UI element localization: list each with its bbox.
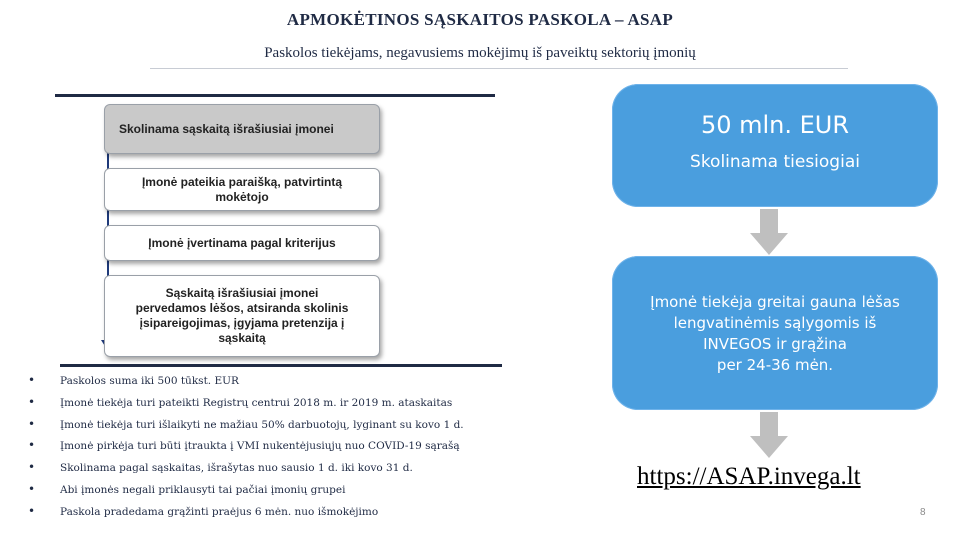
asap-website-link[interactable]: https://ASAP.invega.lt	[637, 463, 861, 490]
slide-subtitle: Paskolos tiekėjams, negavusiems mokėjimų iš paveiktų sektorių įmonių	[264, 45, 696, 61]
bullet-icon: •	[28, 481, 36, 496]
process-step-4: Sąskaitą išrašiusiai įmonei pervedamos lėšos, atsiranda skolinis įsipareigojimas, įgyjama pretenzija į sąskaitą	[104, 275, 380, 357]
page-number: 8	[920, 507, 926, 518]
process-step-1: Skolinama sąskaitą išrašiusiai įmonei	[104, 104, 380, 154]
list-item	[28, 392, 464, 414]
conditions-list	[28, 370, 464, 523]
process-step-2: Įmonė pateikia paraišką, patvirtintą mokėtojo	[104, 168, 380, 211]
subtitle-divider	[150, 68, 848, 69]
outcome-line: Įmonė tiekėja greitai gauna lėšas	[650, 293, 900, 311]
diagram-top-bar	[55, 94, 495, 97]
bullet-icon: •	[28, 416, 36, 431]
condition-text: Įmonė tiekėja turi išlaikyti ne mažiau 50% darbuotojų, lyginant su kovo 1 d.	[60, 418, 464, 431]
arrow-down-icon	[750, 209, 788, 255]
condition-text: Įmonė tiekėja turi pateikti Registrų centrui 2018 m. ir 2019 m. ataskaitas	[60, 396, 453, 409]
bullet-icon: •	[28, 503, 36, 518]
outcome-line: INVEGOS ir grąžina	[703, 335, 847, 353]
loan-amount-label: Skolinama tiesiogiai	[690, 152, 860, 172]
condition-text: Abi įmonės negali priklausyti tai pačiai įmonių grupei	[60, 483, 346, 496]
outcome-text	[612, 292, 938, 376]
bullet-icon: •	[28, 460, 36, 475]
list-item	[28, 457, 464, 479]
outcome-box	[612, 256, 938, 410]
bullet-icon: •	[28, 438, 36, 453]
loan-amount-box	[612, 84, 938, 207]
outcome-line: lengvatinėmis sąlygomis iš	[673, 314, 877, 332]
diagram-bottom-bar	[60, 364, 502, 367]
bullet-icon: •	[28, 373, 36, 387]
arrow-down-icon	[750, 412, 788, 458]
process-step-3: Įmonė įvertinama pagal kriterijus	[104, 225, 380, 261]
condition-text: Paskolos suma iki 500 tūkst. EUR	[60, 375, 239, 387]
outcome-line: per 24-36 mėn.	[716, 356, 834, 374]
list-item	[28, 479, 464, 501]
bullet-icon: •	[28, 394, 36, 409]
list-item	[28, 414, 464, 436]
condition-text: Paskola pradedama grąžinti praėjus 6 mėn. nuo išmokėjimo	[60, 505, 379, 518]
condition-text: Skolinama pagal sąskaitas, išrašytas nuo sausio 1 d. iki kovo 31 d.	[60, 462, 413, 475]
slide-title: APMOKĖTINOS SĄSKAITOS PASKOLA – ASAP	[286, 10, 674, 29]
condition-text: Įmonė pirkėja turi būti įtraukta į VMI nukentėjusiųjų nuo COVID-19 sąrašą	[60, 440, 460, 453]
list-item	[28, 370, 464, 392]
loan-amount: 50 mln. EUR	[700, 111, 850, 139]
list-item	[28, 501, 464, 523]
list-item	[28, 435, 464, 457]
